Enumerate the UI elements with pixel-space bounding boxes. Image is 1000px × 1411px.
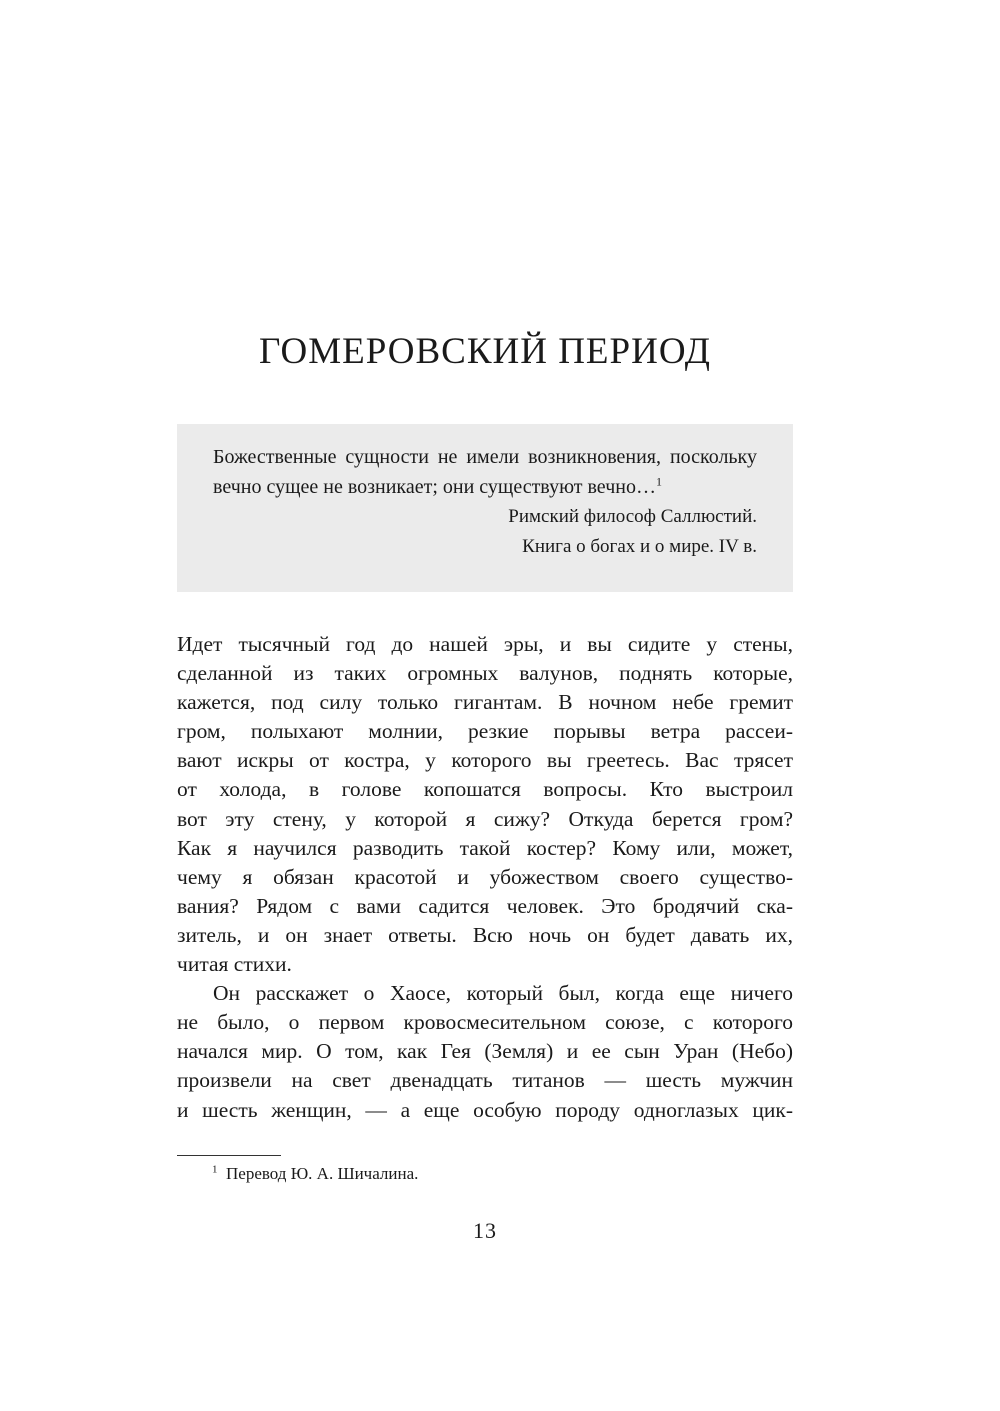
page-number: 13 [473,1218,497,1243]
text-line: Идет тысячный год до нашей эры, и вы сидите у стены, [177,632,793,656]
text-line: и шесть женщин, — а еще особую породу одноглазых цик- [177,1097,793,1122]
epigraph-attribution [213,502,757,562]
text-line: не было, о первом кровосмесительном союзе, с которого [177,1010,793,1035]
text-line: начался мир. О том, как Гея (Земля) и ее сын Уран (Небо) [177,1039,793,1064]
footnote-reference[interactable]: 1 [655,474,662,489]
attribution-line: Книга о богах и о мире. IV в. [522,536,757,557]
text-line: сделанной из таких огромных валунов, поднять которые, [177,661,793,686]
footnote-divider [177,1155,281,1156]
footnote-number: 1 [212,1163,218,1176]
body-text [177,630,793,1125]
text-line: Он расскажет о Хаосе, который был, когда еще ничего [213,981,793,1006]
epigraph-line: поскольку вечно сущее не возникает; они существуют [213,446,757,498]
footnote [212,1162,418,1186]
chapter-title: ГОМЕРОВСКИЙ ПЕРИОД [259,331,711,372]
text-line: зитель, и он знает ответы. Всю ночь он будет давать их, [177,922,793,947]
epigraph-line: Божественные сущности не имели возникновения, [213,446,662,468]
text-line: Как я научился разводить такой костер? Кому или, может, [177,835,793,860]
paragraph-2 [177,979,793,1124]
text-line: кажется, под силу только гигантам. В ночном небе гремит [177,690,793,715]
epigraph-line: вечно… [587,476,656,498]
text-line: гром, полыхают молнии, резкие порывы ветра рассеи- [177,719,793,744]
footnote-text: Перевод Ю. А. Шичалина. [226,1164,419,1183]
paragraph-1 [177,630,793,979]
text-line: произвели на свет двенадцать титанов — шесть мужчин [177,1068,793,1093]
attribution-line: Римский философ Саллюстий. [508,506,757,527]
text-line: вают искры от костра, у которого вы греетесь. Вас трясет [177,748,793,773]
text-line: чему я обязан красотой и убожеством своего существо- [177,864,793,889]
text-line: вания? Рядом с вами садится человек. Это бродячий ска- [177,893,793,918]
epigraph-quote [213,442,757,502]
text-line: от холода, в голове копошатся вопросы. Кто выстроил [177,777,793,802]
text-line: вот эту стену, у которой я сижу? Откуда берется гром? [177,806,793,831]
epigraph-box [177,424,793,592]
text-line: читая стихи. [177,952,292,977]
